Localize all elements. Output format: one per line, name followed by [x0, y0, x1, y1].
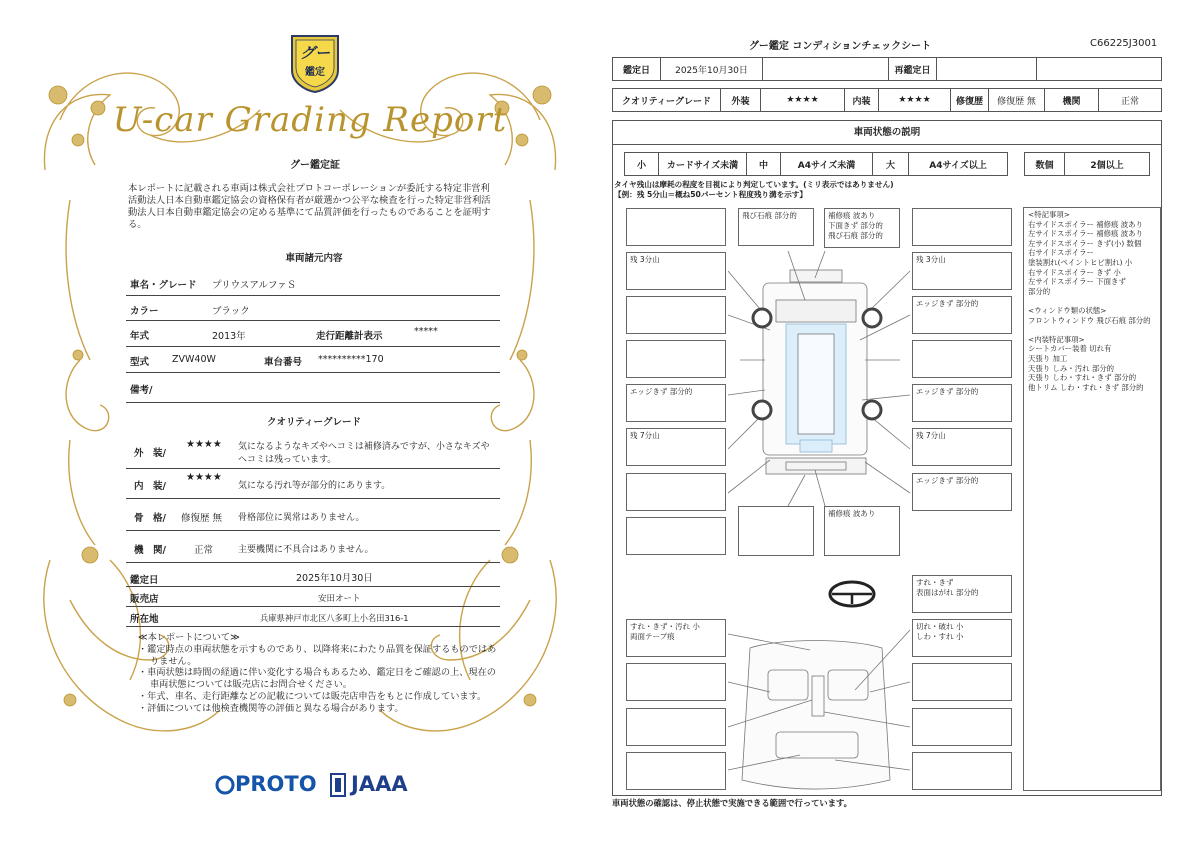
address-value: 兵庫県神戸市北区八多町上小名田316-1	[260, 613, 409, 623]
remarks-label: 備考/	[130, 385, 153, 396]
condition-title: 車両状態の説明	[613, 121, 1161, 145]
spec-row-year	[126, 321, 500, 347]
info-row-dealer	[126, 587, 500, 607]
size-large-key: 大	[873, 153, 909, 175]
jaaa-logo: JAAA	[351, 772, 408, 796]
repair-value: 修復歴 無	[989, 89, 1045, 111]
damage-box: 残 3分山	[912, 252, 1012, 290]
note-line: 右サイドスポイラー	[1028, 248, 1094, 258]
sheet-title: グー鑑定 コンディションチェックシート	[748, 41, 932, 52]
damage-box-interior	[626, 663, 726, 701]
note-line: 左サイドスポイラー きず(小) 数個	[1028, 238, 1142, 248]
size-small-desc: カードサイズ未満	[659, 153, 747, 175]
damage-box-interior	[626, 708, 726, 746]
damage-box: エッジきず 部分的	[912, 384, 1012, 422]
size-small-key: 小	[625, 153, 659, 175]
engine-label: 機関	[1045, 89, 1099, 111]
year-label: 年式	[130, 331, 150, 342]
certificate-body: 本レポートに記載される車両は株式会社プロトコーポレーションが委託する特定非営利活動法人日本自動車鑑定協会の資格保有者が厳選かつ公平な検査を行った特定非営利活動法人日本自動車鑑定協会の定める基準にて品質評価を行ったものであることを証明する。	[128, 183, 491, 230]
info-row-date	[126, 563, 500, 587]
report-notes	[138, 632, 498, 715]
damage-box-line: 両面テープ痕	[630, 632, 675, 641]
date-value: 2025年10月30日	[661, 58, 763, 80]
spec-row-remarks	[126, 373, 500, 403]
tire-note-line-2: 【例：残 5分山＝概ね50パーセント程度残り溝を示す】	[614, 189, 807, 199]
size-medium-desc: A4サイズ未満	[781, 153, 873, 175]
mileage-value: *****	[414, 326, 438, 337]
engine-value: 正常	[1120, 96, 1139, 107]
exterior-text-1: 気になるようなキズやヘコミは補修済みですが、小さなキズや	[238, 442, 490, 452]
damage-box-line: 下面きず 部分的	[828, 221, 883, 230]
note-line: 部分的	[1028, 286, 1051, 296]
size-large-desc: A4サイズ以上	[929, 160, 987, 171]
exterior-stars: ★★★★	[761, 89, 845, 111]
note-item: ・年式、車名、走行距離などの記載については販売店申告をもとに作成しています。	[138, 690, 487, 702]
footer-logos	[215, 770, 415, 800]
engine-value: 正常	[194, 545, 214, 556]
damage-box-interior	[626, 752, 726, 790]
note-line: 天張り しみ・汚れ 部分的	[1028, 363, 1114, 373]
note-line: フロントウィンドウ 飛び石痕 部分的	[1028, 315, 1151, 325]
note-item: ・車両状態は時間の経過に伴い変化する場合もあるため、鑑定日をご確認の上、現在の車両状態については販売店にお問合せください。	[138, 667, 496, 691]
damage-box	[912, 340, 1012, 378]
damage-box-interior	[912, 663, 1012, 701]
exterior-stars: ★★★★	[186, 439, 222, 450]
date-label: 鑑定日	[130, 575, 159, 586]
quality-row-exterior	[126, 432, 500, 469]
color-label: カラー	[130, 306, 159, 317]
damage-box-interior	[912, 619, 1012, 657]
frame-label: 骨 格/	[134, 513, 166, 524]
interior-label: 内装	[845, 89, 879, 111]
chassis-label: 車台番号	[264, 357, 303, 368]
quality-label: クオリティーグレード	[613, 89, 721, 111]
exterior-label: 外装	[721, 89, 761, 111]
damage-box: 残 7分山	[912, 428, 1012, 466]
size-medium-key: 中	[747, 153, 781, 175]
type-label: 型式	[130, 357, 150, 368]
info-row-address	[126, 607, 500, 627]
note-line: 左サイドスポイラー 補修痕 波あり	[1028, 229, 1143, 239]
goo-kantei-emblem	[286, 30, 344, 94]
damage-box	[626, 296, 726, 334]
damage-box: 飛び石痕 部分的	[738, 208, 814, 246]
note-line	[1028, 296, 1156, 306]
spec-row-type	[126, 347, 500, 373]
emblem-main-text: グー	[299, 44, 330, 62]
footer-note: 車両状態の確認は、停止状態で実施できる範囲で行っています。	[612, 798, 852, 808]
specs-title: 車両諸元内容	[285, 253, 343, 264]
tire-note-line-1: タイヤ残山は摩耗の程度を目視により判定しています。(ミリ表示ではありません)	[614, 180, 894, 189]
damage-box-line: しわ・すれ 小	[916, 632, 964, 641]
note-line: <特記事項>	[1028, 210, 1070, 219]
note-line: 天張り しわ・すれ・きず 部分的	[1028, 373, 1137, 383]
note-line: 他トリム しわ・すれ・きず 部分的	[1028, 382, 1144, 392]
damage-box-interior	[912, 752, 1012, 790]
damage-box	[626, 340, 726, 378]
quality-row-engine	[126, 531, 500, 563]
note-line: <内装特記事項>	[1028, 334, 1085, 344]
year-value: 2013年	[212, 331, 246, 342]
note-line: 天張り 加工	[1028, 353, 1068, 363]
reinspect-label: 再鑑定日	[889, 58, 937, 80]
certificate-title: グー鑑定証	[290, 160, 340, 171]
engine-label: 機 関/	[134, 545, 166, 556]
jaaa-logo-icon	[327, 772, 349, 798]
notes-title: ≪本レポートについて≫	[138, 632, 240, 643]
address-label: 所在地	[130, 614, 159, 625]
quality-row-interior	[126, 469, 500, 499]
damage-box-line: 補修痕 波あり	[828, 211, 876, 220]
interior-stars: ★★★★	[879, 89, 951, 111]
damage-box-line: すれ・きず・汚れ 小	[630, 622, 700, 631]
model-value: プリウスアルファＳ	[212, 280, 297, 291]
note-line: 塗装割れ(ペイントヒビ割れ) 小	[1028, 257, 1133, 267]
note-line: シートカバー装着 切れ有	[1028, 344, 1112, 354]
note-line: 左サイドスポイラー 下面きず	[1028, 277, 1126, 287]
sheet-code: C66225J3001	[1090, 38, 1158, 49]
spec-row-color	[126, 296, 500, 321]
damage-box-line: 切れ・破れ 小	[916, 622, 964, 631]
model-label: 車名・グレード	[130, 280, 197, 291]
interior-text: 気になる汚れ等が部分的にあります。	[238, 481, 391, 491]
interior-label: 内 装/	[134, 481, 166, 492]
dealer-value: 安田オート	[318, 594, 361, 604]
damage-box: エッジきず 部分的	[912, 296, 1012, 334]
quality-title: クオリティーグレード	[266, 417, 362, 428]
damage-box-line: 飛び石痕 部分的	[828, 231, 883, 240]
emblem-sub-text: 鑑定	[305, 67, 325, 78]
damage-box	[912, 208, 1012, 246]
frame-text: 骨格部位に異常はありません。	[238, 513, 365, 523]
note-line: 右サイドスポイラー 補修痕 波あり	[1028, 219, 1143, 229]
chassis-value: **********170	[318, 354, 384, 365]
damage-box: 残 7分山	[626, 428, 726, 466]
spec-row-model	[126, 270, 500, 296]
note-item: ・鑑定時点の車両状態を示すものであり、以降将来にわたり品質を保証するものではありません。	[138, 643, 497, 667]
dealer-label: 販売店	[130, 594, 159, 605]
frame-value: 修復歴 無	[181, 513, 223, 524]
type-value: ZVW40W	[172, 354, 216, 365]
special-notes-panel	[1023, 207, 1161, 791]
report-title: U-car Grading Report	[112, 100, 508, 140]
proto-logo: PROTO	[235, 772, 317, 796]
damage-box-interior	[626, 619, 726, 657]
exterior-text-2: ヘコミは残っています。	[238, 455, 337, 465]
damage-box-line: すれ・きず	[916, 578, 954, 587]
note-line: 右サイドスポイラー きず 小	[1028, 267, 1121, 277]
damage-box: エッジきず 部分的	[626, 384, 726, 422]
mileage-label: 走行距離計表示	[316, 331, 383, 342]
note-item: ・評価については他検査機関等の評価と異なる場合があります。	[138, 702, 404, 714]
damage-box: 補修痕 波あり	[824, 506, 900, 556]
damage-box	[626, 517, 726, 555]
damage-box: 残 3分山	[626, 252, 726, 290]
proto-logo-icon	[215, 773, 235, 797]
damage-box-steering	[912, 575, 1012, 613]
quality-row-frame	[126, 499, 500, 531]
damage-box	[738, 506, 814, 556]
note-line: <ウィンドウ類の状態>	[1028, 305, 1107, 315]
damage-box: エッジきず 部分的	[912, 473, 1012, 511]
count-value: 2個以上	[1090, 160, 1124, 171]
repair-label: 修復歴	[951, 89, 989, 111]
count-label: 数個	[1025, 153, 1065, 175]
exterior-label: 外 装/	[134, 448, 166, 459]
damage-box-interior	[912, 708, 1012, 746]
damage-box	[626, 473, 726, 511]
steering-wheel-icon	[830, 582, 874, 606]
engine-text: 主要機関に不具合はありません。	[238, 545, 374, 555]
date-label: 鑑定日	[613, 58, 661, 80]
damage-box	[626, 208, 726, 246]
damage-box	[824, 208, 900, 248]
interior-stars: ★★★★	[186, 472, 222, 483]
damage-box-line: 表面はがれ 部分的	[916, 588, 979, 597]
note-line	[1028, 325, 1156, 335]
date-value: 2025年10月30日	[296, 573, 373, 584]
condition-check-sheet	[600, 0, 1200, 848]
color-value: ブラック	[212, 306, 250, 317]
